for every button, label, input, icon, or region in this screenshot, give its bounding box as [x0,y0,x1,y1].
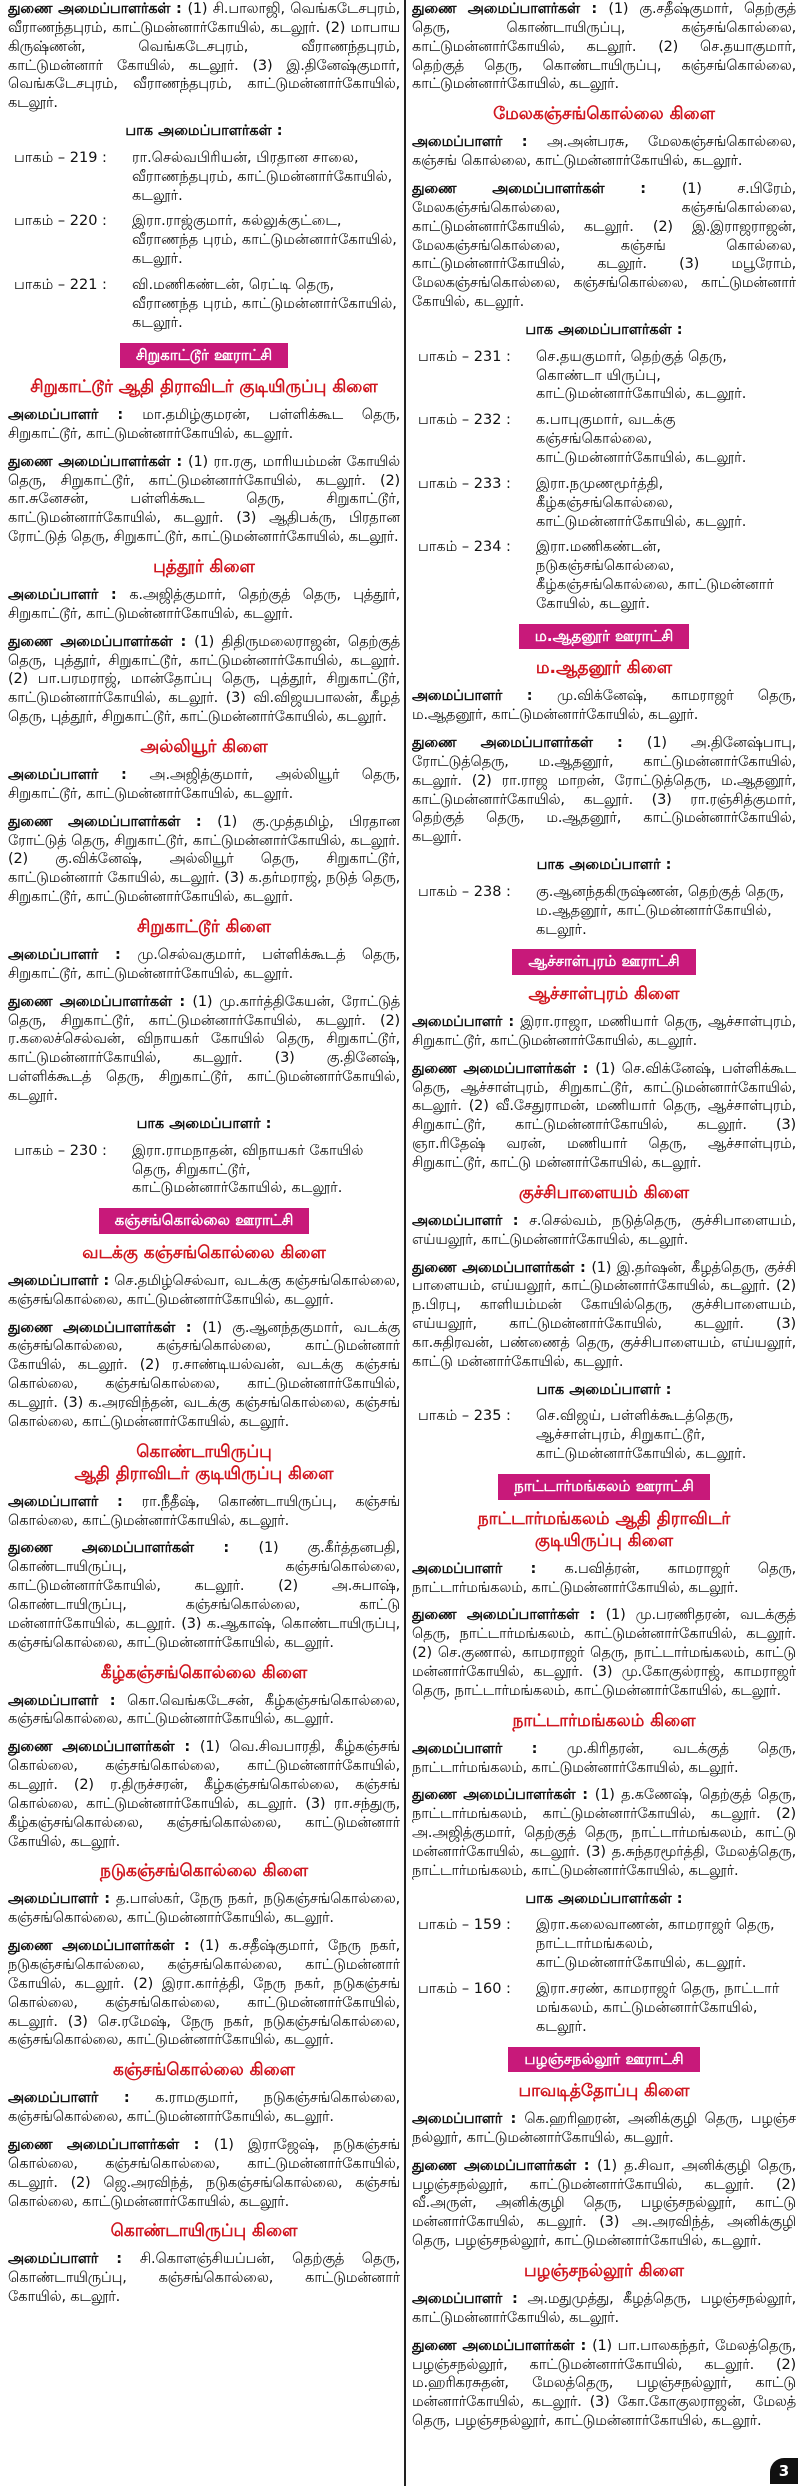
ward-member-details: இரா.மணிகண்டன், நடுகஞ்சங்கொல்லை, கீழ்கஞ்சங்கொல்லை, காட்டுமன்னார் கோயில், கடலூர். [536,539,774,612]
member-details: (1) சி.பாலாஜி, வெங்கடேசபுரம், வீராணந்தபுரம், காட்டுமன்னார்கோயில், கடலூர். (2) மாபாய கிருஷ்ணன், வெங்கடேசபுரம், வீராணந்தபுரம், காட்டுமன்னார் கோயில், கடலூர். (3) இ.தினேஷ்குமார், வெங்கடேசபுரம், வீராணந்தபுரம், காட்டுமன்னார்கோயில், கடலூர். [8,1,400,112]
ward-number: பாகம் – 230 : [14,1142,107,1159]
ward-organisers-heading: பாக அமைப்பாளர்கள் : [525,1890,683,1907]
role-label: அமைப்பாளர் : [8,767,150,784]
member-entry [8,946,400,984]
ward-entry [412,883,796,940]
ward-number: பாகம் – 219 : [14,149,107,166]
role-label: அமைப்பாளர் : [412,1560,565,1577]
role-label: துணை அமைப்பாளர்கள் : [412,1259,592,1276]
panchayat-label: கஞ்சங்கொல்லை ஊராட்சி [99,1208,310,1234]
member-entry [412,1606,796,1700]
member-entry [8,813,400,907]
role-label: துணை அமைப்பாளர்கள் : [412,1,609,17]
branch-heading: ஆச்சாள்புரம் கிளை [528,983,680,1004]
member-details: இரா.ராஜா, மணியார் தெரு, ஆச்சாள்புரம், சிறுகாட்டூர், காட்டுமன்னார்கோயில், கடலூர். [412,1014,796,1049]
member-details: ரா.நீதீஷ், கொண்டாயிருப்பு, கஞ்சங் கொல்லை, காட்டுமன்னார்கோயில், கடலூர். [8,1493,400,1529]
member-details: க.ராமகுமார், நடுகஞ்சங்கொல்லை, கஞ்சங்கொல்லை, காட்டுமன்னார்கோயில், கடலூர். [8,2090,400,2126]
role-label: அமைப்பாளர் : [8,1692,128,1709]
member-details: (1) செ.விக்னேஷ், பள்ளிக்கூட தெரு, ஆச்சாள்புரம், சிறுகாட்டூர், காட்டுமன்னார்கோயில், கடலூர். (2) வீ.சேதுராமன், மணியார் தெரு, ஆச்சாள்புரம், சிறுகாட்டூர், காட்டுமன்னார்கோயில், கடலூர். (3) ஞா.ரிதேஷ் வரன், மணியார் தெரு, ஆச்சாள்புரம், சிறுகாட்டூர், காட்டு மன்னார்கோயில், கடலூர். [412,1060,796,1171]
member-details: (1) மு.கார்த்திகேயன், ரோட்டுத் தெரு, சிறுகாட்டூர், காட்டுமன்னார்கோயில், கடலூர். (2) ர.கலைச்செல்வன், விநாயகர் கோயில் தெரு, சிறுகாட்டூர், காட்டுமன்னார்கோயில், கடலூர். (3) கு.தினேஷ், பள்ளிக்கூடத் தெரு, சிறுகாட்டூர், காட்டுமன்னார்கோயில், கடலூர். [8,993,400,1104]
member-details: அ.அஜித்குமார், அல்லியூர் தெரு, சிறுகாட்டூர், காட்டுமன்னார்கோயில், கடலூர். [8,767,400,802]
member-details: க.பவித்ரன், காமராஜர் தெரு, நாட்டார்மங்கலம், காட்டுமன்னார்கோயில், கடலூர். [412,1560,796,1596]
ward-number: பாகம் – 232 : [418,412,511,429]
member-entry [8,1738,400,1851]
role-label: துணை அமைப்பாளர்கள் : [8,1739,200,1756]
ward-number: பாகம் – 159 : [418,1917,511,1934]
member-details: மு.விக்னேஷ், காமராஜர் தெரு, ம.ஆதனூர், காட்டுமன்னார்கோயில், கடலூர். [412,688,796,724]
member-entry [8,1319,400,1432]
member-entry [412,2290,796,2328]
role-label: அமைப்பாளர் : [412,688,557,705]
member-entry [412,1740,796,1778]
member-details: (1) கு.முத்தமிழ், பிரதான ரோட்டுத் தெரு, சிறுகாட்டூர், காட்டுமன்னார்கோயில், கடலூர். (2) கு.விக்னேஷ், அல்லியூர் தெரு, சிறுகாட்டூர், காட்டுமன்னார் கோயில், கடலூர். (3) க.தர்மராஜ், நடுத் தெரு, சிறுகாட்டூர், காட்டுமன்னார்கோயில், கடலூர். [8,813,400,906]
branch-heading: பாவடித்தோப்பு கிளை [518,2081,690,2101]
ward-member-details: க.பாபுகுமார், வடக்கு கஞ்சங்கொல்லை, காட்டுமன்னார்கோயில், கடலூர். [536,412,747,466]
ward-entry [412,1916,796,1973]
member-details: த.பாஸ்கர், நேரு நகர், நடுகஞ்சங்கொல்லை, கஞ்சங்கொல்லை, காட்டுமன்னார்கோயில், கடலூர். [8,1891,400,1927]
ward-number: பாகம் – 221 : [14,276,107,293]
role-label: துணை அமைப்பாளர்கள் : [412,181,682,197]
member-entry [412,2157,796,2251]
member-details: (1) த.சிவா, அனிக்குழி தெரு, பழஞ்சநல்லூர், காட்டுமன்னார்கோயில், கடலூர். (2) வீ.அருள், அனிக்குழி தெரு, பழஞ்சநல்லூர், காட்டு மன்னார்கோயில், கடலூர். (3) அ.அரவிந்த், அனிக்குழி தெரு, பழஞ்சநல்லூர், காட்டுமன்னார்கோயில், கடலூர். [412,2157,796,2250]
member-entry [8,406,400,444]
role-label: துணை அமைப்பாளர்கள் : [412,1060,596,1077]
column-divider [404,0,406,2486]
member-entry [8,0,400,113]
ward-member-details: கு.ஆனந்தகிருஷ்ணன், தெற்குத் தெரு, ம.ஆதனூர், காட்டுமன்னார்கோயில், கடலூர். [536,883,785,938]
member-details: அ.அன்பரசு, மேலகஞ்சங்கொல்லை, கஞ்சங் கொல்லை, காட்டுமன்னார்கோயில், கடலூர். [412,134,796,170]
member-entry [8,1937,400,2050]
ward-organisers-heading: பாக அமைப்பாளர் : [536,857,672,874]
ward-entry [412,1980,796,2037]
panchayat-label: சிறுகாட்டூர் ஊராட்சி [120,343,288,369]
role-label: அமைப்பாளர் : [412,2291,528,2308]
branch-heading: சிறுகாட்டூர் ஆதி திராவிடர் குடியிருப்பு கிளை [30,377,378,397]
ward-entry [412,475,796,532]
ward-member-details: வி.மணிகண்டன், ரெட்டி தெரு, வீராணந்த புரம், காட்டுமன்னார்கோயில், கடலூர். [132,276,397,331]
member-details: (1) இ.தர்ஷன், கீழத்தெரு, குச்சி பாளையம், எய்யலூர், காட்டுமன்னார்கோயில், கடலூர். (2) ந.பிரபு, காளியம்மன் கோயில்தெரு, குச்சிபாளையம், எய்யலூர், காட்டுமன்னார்கோயில், கடலூர். (3) கா.சுதிரவன், பண்ணைத் தெரு, குச்சிபாளையம், எய்யலூர், காட்டு மன்னார்கோயில், கடலூர். [412,1259,796,1370]
member-entry [412,0,796,94]
right-column [412,0,796,2440]
member-details: ச.செல்வம், நடுத்தெரு, குச்சிபாளையம், எய்யலூர், காட்டுமன்னார்கோயில், கடலூர். [412,1212,796,1248]
ward-organisers-heading: பாக அமைப்பாளர்கள் : [125,123,283,140]
member-details: கொ.வெங்கடேசன், கீழ்கஞ்சங்கொல்லை, கஞ்சங்கொல்லை, காட்டுமன்னார்கோயில், கடலூர். [8,1692,400,1728]
ward-organisers-heading: பாக அமைப்பாளர் : [536,1381,672,1398]
page-number: 3 [770,2458,798,2484]
role-label: அமைப்பாளர் : [8,1493,142,1510]
member-entry [8,2250,400,2307]
branch-heading: அல்லியூர் கிளை [140,737,268,757]
member-entry [8,453,400,547]
member-details: (1) இராஜேஷ், நடுகஞ்சங் கொல்லை, கஞ்சங்கொல்லை, காட்டுமன்னார்கோயில், கடலூர். (2) ஜெ.அரவிந்த், நடுகஞ்சங்கொல்லை, கஞ்சங் கொல்லை, காட்டுமன்னார்கோயில், கடலூர். [8,2136,400,2210]
member-entry [412,1560,796,1598]
ward-organisers-heading: பாக அமைப்பாளர்கள் : [525,321,683,338]
ward-entry [8,276,400,333]
ward-number: பாகம் – 160 : [418,1980,511,1997]
member-entry [8,766,400,804]
member-details: (1) கு.கீர்த்தனபதி, கொண்டாயிருப்பு, கஞ்சங்கொல்லை, காட்டுமன்னார்கோயில், கடலூர். (2) அ.சுபாஷ், கொண்டாயிருப்பு, கஞ்சங்கொல்லை, காட்டு மன்னார்கோயில், கடலூர். (3) க.ஆகாஷ், கொண்டாயிருப்பு, கஞ்சங்கொல்லை, காட்டுமன்னார்கோயில், கடலூர். [8,1540,400,1651]
role-label: அமைப்பாளர் : [8,947,138,964]
member-entry [412,133,796,171]
branch-heading: மேலகஞ்சங்கொல்லை கிளை [493,104,715,125]
member-entry [412,687,796,725]
ward-member-details: இரா.ராஜ்குமார், கல்லுக்குட்டை, வீராணந்த புரம், காட்டுமன்னார்கோயில், கடலூர். [132,213,397,268]
member-details: (1) திதிருமலைராஜன், தெற்குத் தெரு, புத்தூர், சிறுகாட்டூர், காட்டுமன்னார்கோயில், கடலூர். (2) பா.பரமராஜ், மான்தோப்பு தெரு, புத்தூர், சிறுகாட்டூர், காட்டுமன்னார்கோயில், கடலூர். (3) வி.விஜயபாலன், கீழத் தெரு, புத்தூர், சிறுகாட்டூர், காட்டுமன்னார்கோயில், கடலூர். [8,633,400,726]
member-entry [412,1786,796,1880]
branch-heading: நாட்டார்மங்கலம் ஆதி திராவிடர் குடியிருப்பு கிளை [477,1508,731,1551]
ward-entry [412,538,796,613]
member-entry [412,2337,796,2431]
member-details: (1) த.கணேஷ், தெற்குத் தெரு, நாட்டார்மங்கலம், காட்டுமன்னார்கோயில், கடலூர். (2) அ.அஜித்குமார், தெற்குத் தெரு, நாட்டார்மங்கலம், காட்டு மன்னார்கோயில், கடலூர். (3) த.சுந்தரமூர்த்தி, மேலத்தெரு, நாட்டார்மங்கலம், காட்டுமன்னார்கோயில், கடலூர். [412,1787,796,1879]
ward-entry [8,1142,400,1199]
ward-member-details: ரா.செல்வபிரியன், பிரதான சாலை, வீராணந்தபுரம், காட்டுமன்னார்கோயில், கடலூர். [132,149,393,204]
member-details: மு.கிரிதரன், வடக்குத் தெரு, நாட்டார்மங்கலம், காட்டுமன்னார்கோயில், கடலூர். [412,1740,796,1776]
branch-heading: நடுகஞ்சங்கொல்லை கிளை [99,1861,309,1882]
member-entry [412,1013,796,1051]
panchayat-heading [8,1208,400,1234]
role-label: அமைப்பாளர் : [412,1212,530,1229]
role-label: துணை அமைப்பாளர்கள் : [412,1607,606,1624]
branch-heading: பழஞ்சநல்லூர் கிளை [524,2261,684,2281]
role-label: துணை அமைப்பாளர்கள் : [8,993,193,1010]
role-label: துணை அமைப்பாளர்கள் : [412,735,647,751]
branch-heading: ம.ஆதனூர் கிளை [535,658,673,679]
member-details: க.அஜித்குமார், தெற்குத் தெரு, புத்தூர், சிறுகாட்டூர், காட்டுமன்னார்கோயில், கடலூர். [8,587,400,622]
ward-member-details: செ.விஜய், பள்ளிக்கூடத்தெரு, ஆச்சாள்புரம், சிறுகாட்டூர், காட்டுமன்னார்கோயில், கடலூர். [536,1408,747,1463]
member-entry [8,1493,400,1531]
role-label: அமைப்பாளர் : [412,134,548,151]
role-label: அமைப்பாளர் : [8,407,143,424]
ward-member-details: இரா.கலைவாணன், காமராஜர் தெரு, நாட்டார்மங்கலம், காட்டுமன்னார்கோயில், கடலூர். [536,1917,775,1972]
ward-member-details: இரா.ராமநாதன், விநாயகர் கோயில் தெரு, சிறுகாட்டூர், காட்டுமன்னார்கோயில், கடலூர். [132,1142,364,1197]
member-details: செ.தமிழ்செல்வா, வடக்கு கஞ்சங்கொல்லை, கஞ்சங்கொல்லை, காட்டுமன்னார்கோயில், கடலூர். [8,1272,400,1308]
panchayat-heading [412,1474,796,1500]
role-label: அமைப்பாளர் : [412,2111,525,2128]
role-label: துணை அமைப்பாளர்கள் : [8,1,188,17]
member-entry [8,1890,400,1928]
member-details: (1) வெ.சிவபாரதி, கீழ்கஞ்சங் கொல்லை, கஞ்சங்கொல்லை, காட்டுமன்னார்கோயில், கடலூர். (2) ர.திருச்சரன், கீழ்கஞ்சங்கொல்லை, கஞ்சங் கொல்லை, காட்டுமன்னார்கோயில், கடலூர். (3) ரா.சந்துரு, கீழ்கஞ்சங்கொல்லை, கஞ்சங்கொல்லை, காட்டுமன்னார் கோயில், கடலூர். [8,1739,400,1850]
ward-member-details: செ.தயகுமார், தெற்குத் தெரு, கொண்டா யிருப்பு, காட்டுமன்னார்கோயில், கடலூர். [536,348,747,403]
branch-heading: கொண்டாயிருப்பு ஆதி திராவிடர் குடியிருப்பு கிளை [74,1441,334,1484]
panchayat-label: நாட்டார்மங்கலம் ஊராட்சி [498,1474,710,1500]
branch-heading: கொண்டாயிருப்பு கிளை [110,2221,298,2242]
branch-heading: நாட்டார்மங்கலம் கிளை [512,1710,696,1731]
branch-heading: புத்தூர் கிளை [153,557,255,577]
panchayat-label: ஆச்சாள்புரம் ஊராட்சி [512,949,695,975]
member-details: (1) ச.பிரேம், மேலகஞ்சங்கொல்லை, கஞ்சங்கொல்லை, காட்டுமன்னார்கோயில், கடலூர். (2) இ.இராஜராஜன், மேலகஞ்சங்கொல்லை, கஞ்சங் கொல்லை, காட்டுமன்னார்கோயில், கடலூர். (3) மபூரோம், மேலகஞ்சங்கொல்லை, கஞ்சங்கொல்லை, காட்டுமன்னார் கோயில், கடலூர். [412,181,796,311]
member-entry [8,1272,400,1310]
role-label: துணை அமைப்பாளர்கள் : [8,2136,214,2153]
member-details: (1) க.சதீஷ்குமார், நேரு நகர், நடுகஞ்சங்கொல்லை, கஞ்சங்கொல்லை, காட்டுமன்னார் கோயில், கடலூர். (2) இரா.கார்த்தி, நேரு நகர், நடுகஞ்சங் கொல்லை, கஞ்சங்கொல்லை, காட்டுமன்னார்கோயில், கடலூர். (3) செ.ரமேஷ், நேரு நகர், நடுகஞ்சங்கொல்லை, கஞ்சங்கொல்லை, காட்டுமன்னார்கோயில், கடலூர். [8,1938,400,2049]
ward-entry [8,212,400,269]
member-entry [8,993,400,1106]
member-entry [8,2136,400,2211]
role-label: அமைப்பாளர் : [8,587,130,604]
member-details: சி.கொளஞ்சியப்பன், தெற்குத் தெரு, கொண்டாயிருப்பு, கஞ்சங்கொல்லை, காட்டுமன்னார் கோயில், கடலூர். [8,2251,400,2306]
member-entry [412,1212,796,1250]
role-label: துணை அமைப்பாளர்கள் : [8,1938,200,1955]
ward-number: பாகம் – 238 : [418,883,511,900]
member-entry [8,633,400,727]
member-details: கெ.ஹரிஹரன், அனிக்குழி தெரு, பழஞ்ச நல்லூர், காட்டுமன்னார்கோயில், கடலூர். [412,2111,796,2146]
member-details: மா.தமிழ்குமரன், பள்ளிக்கூட தெரு, சிறுகாட்டூர், காட்டுமன்னார்கோயில், கடலூர். [8,407,400,442]
role-label: அமைப்பாளர் : [8,2251,140,2268]
ward-number: பாகம் – 235 : [418,1408,511,1425]
ward-number: பாகம் – 231 : [418,348,511,365]
member-entry [412,180,796,312]
branch-heading: குச்சிபாளையம் கிளை [518,1182,690,1203]
ward-number: பாகம் – 234 : [418,539,511,556]
role-label: அமைப்பாளர் : [8,1272,115,1289]
ward-entry [412,348,796,405]
member-entry [8,1539,400,1652]
role-label: துணை அமைப்பாளர்கள் : [8,633,195,650]
panchayat-heading [412,949,796,975]
member-details: (1) ரா.ரகு, மாரியம்மன் கோயில் தெரு, சிறுகாட்டூர், காட்டுமன்னார்கோயில், கடலூர். (2) கா.சுனேசன், பள்ளிக்கூட தெரு, சிறுகாட்டூர், காட்டுமன்னார்கோயில், கடலூர். (3) ஆதிபக்ரு, பிரதான ரோட்டுத் தெரு, சிறுகாட்டூர், காட்டுமன்னார்கோயில், கடலூர். [8,453,400,546]
member-entry [412,2110,796,2148]
member-entry [8,1692,400,1730]
member-details: (1) மு.பரணிதரன், வடக்குத் தெரு, நாட்டார்மங்கலம், காட்டுமன்னார்கோயில், கடலூர். (2) செ.குணால், காமராஜர் தெரு, நாட்டார்மங்கலம், காட்டு மன்னார்கோயில், கடலூர். (3) மு.கோகுல்ராஜ், காமராஜர் தெரு, நாட்டார்மங்கலம், காட்டுமன்னார்கோயில், கடலூர். [412,1607,796,1699]
ward-number: பாகம் – 233 : [418,475,511,492]
branch-heading: வடக்கு கஞ்சங்கொல்லை கிளை [82,1242,326,1263]
role-label: துணை அமைப்பாளர்கள் : [8,813,218,830]
role-label: துணை அமைப்பாளர்கள் : [8,453,189,470]
panchayat-label: ம.ஆதனூர் ஊராட்சி [519,624,689,650]
ward-entry [412,411,796,468]
role-label: அமைப்பாளர் : [412,1014,521,1031]
member-details: மு.செல்வகுமார், பள்ளிக்கூடத் தெரு, சிறுகாட்டூர், காட்டுமன்னார்கோயில், கடலூர். [8,947,400,982]
member-details: (1) கு.சதீஷ்குமார், தெற்குத் தெரு, கொண்டாயிருப்பு, கஞ்சங்கொல்லை, காட்டுமன்னார்கோயில், கடலூர். (2) செ.தயாகுமார், தெற்குத் தெரு, கொண்டாயிருப்பு, கஞ்சங்கொல்லை, காட்டுமன்னார்கோயில், கடலூர். [412,1,796,93]
ward-member-details: இரா.நமுணமூர்த்தி, கீழ்கஞ்சங்கொல்லை, காட்டுமன்னார்கோயில், கடலூர். [536,475,747,530]
role-label: துணை அமைப்பாளர்கள் : [412,2157,597,2174]
member-entry [412,1259,796,1372]
member-entry [8,586,400,624]
panchayat-label: பழஞ்சநல்லூர் ஊராட்சி [508,2047,699,2073]
branch-heading: கீழ்கஞ்சங்கொல்லை கிளை [100,1662,308,1683]
role-label: அமைப்பாளர் : [412,1740,567,1757]
role-label: துணை அமைப்பாளர்கள் : [8,1540,259,1557]
ward-entry [412,1407,796,1464]
branch-heading: சிறுகாட்டூர் கிளை [137,917,271,937]
branch-heading: கஞ்சங்கொல்லை கிளை [112,2060,295,2081]
panchayat-heading [8,343,400,369]
panchayat-heading [412,624,796,650]
ward-entry [8,149,400,206]
role-label: துணை அமைப்பாளர்கள் : [412,2337,593,2354]
role-label: அமைப்பாளர் : [8,2090,156,2107]
role-label: துணை அமைப்பாளர்கள் : [8,1319,203,1336]
member-details: அ.மதுமுத்து, கீழத்தெரு, பழஞ்சநல்லூர், காட்டுமன்னார்கோயில், கடலூர். [412,2291,796,2326]
member-entry [412,1060,796,1173]
member-entry [8,2089,400,2127]
role-label: அமைப்பாளர் : [8,1891,116,1908]
ward-member-details: இரா.சரண், காமராஜர் தெரு, நாட்டார் மங்கலம், காட்டுமன்னார்கோயில், கடலூர். [536,1980,780,2035]
ward-number: பாகம் – 220 : [14,213,107,230]
member-details: (1) பா.பாலகந்தர், மேலத்தெரு, பழஞ்சநல்லூர், காட்டுமன்னார்கோயில், கடலூர். (2) ம.ஹரிகரசுதன், மேலத்தெரு, பழஞ்சநல்லூர், காட்டு மன்னார்கோயில், கடலூர். (3) கோ.கோகுலராஜன், மேலத் தெரு, பழஞ்சநல்லூர், காட்டுமன்னார்கோயில், கடலூர். [412,2337,796,2430]
ward-organisers-heading: பாக அமைப்பாளர் : [136,1115,272,1132]
role-label: துணை அமைப்பாளர்கள் : [412,1787,595,1804]
member-entry [412,734,796,847]
member-details: (1) கு.ஆனந்தகுமார், வடக்கு கஞ்சங்கொல்லை, கஞ்சங்கொல்லை, காட்டுமன்னார் கோயில், கடலூர். (2) ர.சாண்டியல்வன், வடக்கு கஞ்சங் கொல்லை, கஞ்சங்கொல்லை, காட்டுமன்னார்கோயில், கடலூர். (3) க.அரவிந்தன், வடக்கு கஞ்சங்கொல்லை, கஞ்சங் கொல்லை, காட்டுமன்னார்கோயில், கடலூர். [8,1319,400,1430]
left-column [8,0,400,2316]
panchayat-heading [412,2047,796,2073]
member-details: (1) அ.தினேஷ்பாபு, ரோட்டுத்தெரு, ம.ஆதனூர், காட்டுமன்னார்கோயில், கடலூர். (2) ரா.ராஜ மாறன், ரோட்டுத்தெரு, ம.ஆதனூர், காட்டுமன்னார்கோயில், கடலூர். (3) ரா.ரஞ்சித்குமார், தெற்குத் தெரு, ம.ஆதனூர், காட்டுமன்னார்கோயில், கடலூர். [412,735,796,846]
